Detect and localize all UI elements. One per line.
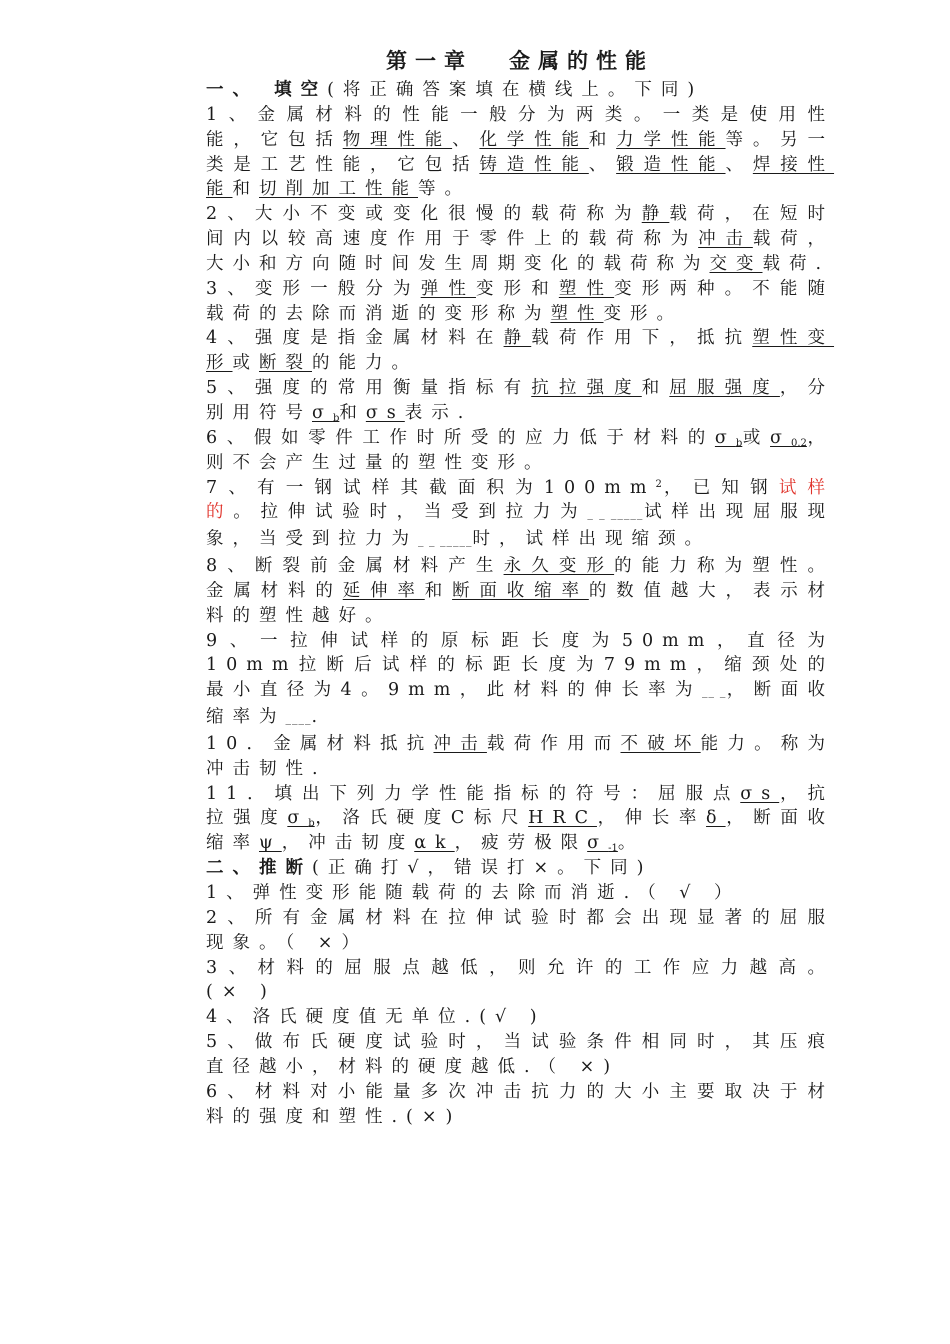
question-10: 10．金属材料抵抗冲击载荷作用而不破坏能力。称为冲击韧性. xyxy=(206,733,835,779)
answer-blank: 静 xyxy=(503,328,532,349)
question-7: 7、有一钢试样其截面积为$100mm^2$，已知钢试样的。拉伸试验时，当受到拉力为_ _ _____试样出现屈服现象，当受到拉力为_ _ _____时，试样出现缩颈。 xyxy=(206,477,835,550)
answer-blank: 冲击 xyxy=(698,229,753,250)
question-9: 9、一拉伸试样的原标距长度为50mm，直径为10mm拉断后试样的标距长度为79mm，缩颈处的最小直径为4。9mm，此材料的伸长率为__ _，断面收缩率为____. xyxy=(206,630,835,728)
judgement-item-1: 1、弹性变形能随载荷的去除而消逝.（ √ ） xyxy=(206,883,741,903)
document-page xyxy=(206,46,834,1129)
judgement-item-3: 3、材料的屈服点越低，则允许的工作应力越高。 (× ) xyxy=(206,957,834,1003)
answer-blank: 力学性能 xyxy=(616,129,726,150)
section-1-heading: 一、 填空(将正确答案填在横线上。下同) xyxy=(206,80,704,100)
answer-blank: $\sigma_b$ xyxy=(312,402,340,424)
question-5: 5、强度的常用衡量指标有抗拉强度和屈服强度，分别用符号$\sigma_b$和σs表示. xyxy=(206,378,835,424)
empty-blank: ____ xyxy=(285,712,312,726)
answer-blank: $\sigma_b$ xyxy=(287,808,315,830)
answer-blank: $\sigma_{-1}$ xyxy=(587,833,618,855)
answer-blank: $\sigma_b$ xyxy=(714,427,743,449)
empty-blank: __ _ xyxy=(701,685,727,699)
section-2-heading: 二、推断(正确打√，错误打×。下同) xyxy=(206,858,653,879)
answer-blank: 化学性能 xyxy=(479,129,589,150)
question-6: 6、假如零件工作时所受的应力低于材料的$\sigma_b$或$\sigma_{0.2}$，则不会产生过量的塑性变形。 xyxy=(206,427,835,473)
answer-blank: 冲击 xyxy=(433,733,487,754)
answer-blank: 切削加工性能 xyxy=(259,179,418,200)
answer-blank: 塑性 xyxy=(550,303,604,324)
answer-blank: 弹性 xyxy=(420,278,476,299)
question-8: 8、断裂前金属材料产生永久变形的能力称为塑性。金属材料的延伸率和断面收缩率的数值越大，表示材料的塑性越好。 xyxy=(206,556,835,626)
chapter-name: 金属的性能 xyxy=(509,48,654,73)
answer-blank: $\sigma_{0.2}$ xyxy=(770,427,807,449)
question-11: 11．填出下列力学性能指标的符号：屈服点σs，抗拉强度$\sigma_b$，洛氏硬度C标尺HRC，伸长率δ，断面收缩率ψ，冲击韧度αk，疲劳极限$\sigma_{-1}$。 xyxy=(206,783,835,855)
answer-blank: 抗拉强度 xyxy=(531,378,642,399)
judgement-item-6: 6、材料对小能量多次冲击抗力的大小主要取决于材料的强度和塑性.(×) xyxy=(206,1081,834,1127)
answer-blank: 延伸率 xyxy=(342,580,425,601)
question-3: 3、变形一般分为弹性变形和塑性变形两种。不能随载荷的去除而消逝的变形称为塑性变形。 xyxy=(206,278,835,324)
question-2: 2、大小不变或变化很慢的载荷称为静载荷，在短时间内以较高速度作用于零件上的载荷称为冲击载荷，大小和方向随时间发生周期变化的载荷称为交变载荷. xyxy=(206,204,835,274)
judgement-item-4: 4、洛氏硬度值无单位.(√ ) xyxy=(206,1007,546,1028)
section-2-note: (正确打√，错误打×。下同) xyxy=(312,858,653,879)
answer-blank: 铸造性能 xyxy=(479,154,589,175)
question-4: 4、强度是指金属材料在静载荷作用下，抵抗塑性变形或断裂的能力。 xyxy=(206,328,835,374)
answer-blank: 塑性 xyxy=(558,278,615,299)
judgement-item-2: 2、所有金属材料在拉伸试验时都会出现显著的屈服现象。（ ×） xyxy=(206,907,834,953)
judgement-item-5: 5、做布氏硬度试验时，当试验条件相同时，其压痕直径越小，材料的硬度越低.（ ×) xyxy=(206,1032,834,1077)
answer-blank: 静 xyxy=(641,204,670,225)
answer-blank: 永久变形 xyxy=(503,556,615,577)
answer-blank: αk xyxy=(414,833,455,854)
answer-blank: ψ xyxy=(259,833,282,854)
answer-blank: 交变 xyxy=(709,253,763,274)
answer-blank: 焊接性能 xyxy=(206,154,835,200)
chapter-title xyxy=(206,46,834,76)
empty-blank: _ _ _____ xyxy=(587,507,644,521)
answer-blank: HRC xyxy=(528,808,597,829)
answer-blank: 断裂 xyxy=(259,353,312,374)
answer-blank: 断面收缩率 xyxy=(452,580,589,601)
highlighted-text: 试样的 xyxy=(206,477,835,523)
empty-blank: _ _ _____ xyxy=(418,534,473,548)
answer-blank: 锻造性能 xyxy=(616,154,726,175)
section-1-note: (将正确答案填在横线上。下同) xyxy=(327,80,704,100)
answer-blank: δ xyxy=(706,808,726,829)
answer-blank: σs xyxy=(740,783,780,804)
answer-blank: 不破坏 xyxy=(620,733,701,754)
question-1: 1、金属材料的性能一般分为两类。一类是使用性能，它包括物理性能、化学性能和力学性能等。另一类是工艺性能，它包括铸造性能、锻造性能、焊接性能和切削加工性能等。 xyxy=(206,104,835,200)
answer-blank: 屈服强度 xyxy=(669,378,780,399)
chapter-number: 第一章 xyxy=(386,48,473,73)
answer-blank: 塑性变形 xyxy=(206,328,835,374)
answer-blank: σs xyxy=(365,402,405,423)
answer-blank: 物理性能 xyxy=(342,129,453,150)
